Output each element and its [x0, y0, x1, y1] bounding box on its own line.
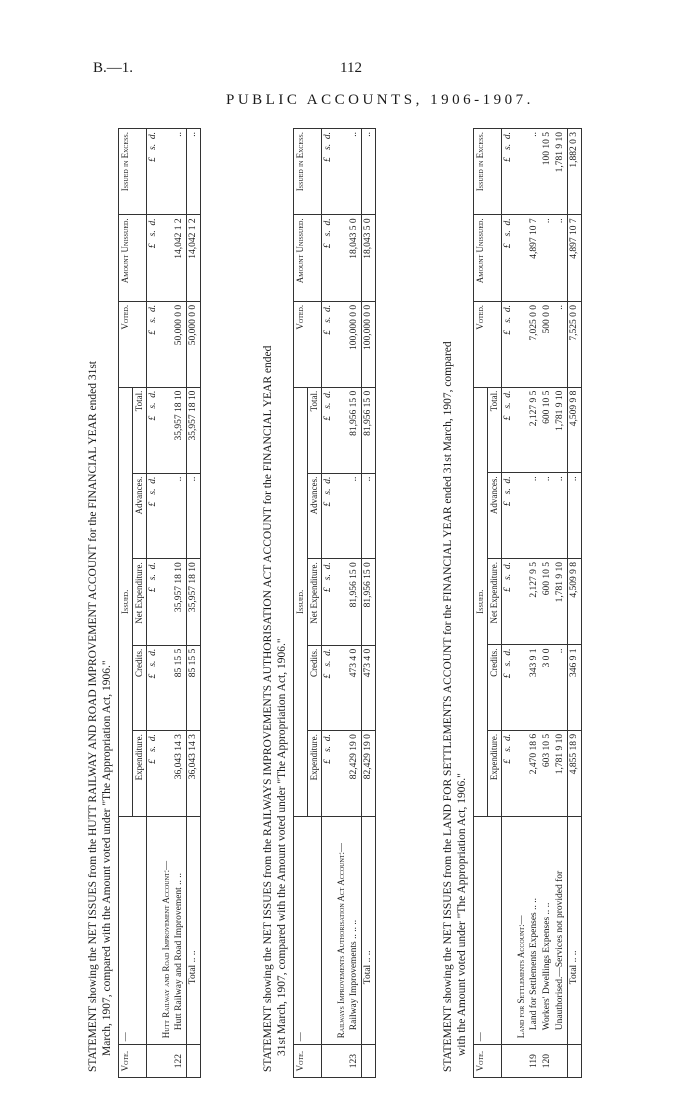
cell-total: 35,957 18 10 [173, 387, 187, 473]
empty-cell [335, 387, 348, 473]
units-vote-cell [147, 1045, 161, 1078]
accounts-table [473, 128, 582, 1078]
col-advances: Advances. [133, 473, 147, 559]
cell-excess: 1,781 9 10 [554, 129, 568, 215]
row-description: Railway Improvements .. .. .. [348, 816, 362, 1044]
col-voted: Voted. [119, 301, 147, 387]
total-excess: .. [187, 129, 201, 215]
units-cell: £ s. d. [502, 387, 516, 473]
table-row [173, 129, 187, 1078]
row-description: Unauthorised.—Services not provided for [554, 816, 568, 1044]
vote-cell [187, 1045, 201, 1078]
document-reference: B.—1. [93, 60, 134, 76]
page-title: PUBLIC ACCOUNTS, 1906-1907. [226, 92, 534, 108]
cell-net: 35,957 18 10 [173, 559, 187, 645]
units-cell: £ s. d. [147, 645, 161, 730]
col-total: Total. [488, 387, 502, 473]
col-description: — [294, 816, 322, 1044]
account-heading-row [335, 129, 348, 1078]
empty-cell [515, 473, 528, 559]
empty-cell [335, 473, 348, 559]
total-adv: .. [568, 473, 582, 559]
account-heading-row [160, 129, 173, 1078]
cell-total: 1,781 9 10 [554, 387, 568, 473]
statement-line-1: STATEMENT showing the NET ISSUES from the HUTT RAILWAY AND ROAD IMPROVEMENT ACCOUNT for the FINANCIAL YEAR ended 31st [87, 360, 99, 1072]
header-row [294, 129, 308, 1078]
empty-cell [160, 731, 173, 817]
units-desc-cell [147, 816, 161, 1044]
total-voted: 100,000 0 0 [362, 301, 376, 387]
statement-line-1: STATEMENT showing the NET ISSUES from the LAND FOR SETTLEMENTS ACCOUNT for the FINANCIAL YEAR ended 31st March, 1907, compared [442, 341, 454, 1072]
units-cell: £ s. d. [147, 301, 161, 387]
units-cell: £ s. d. [502, 645, 516, 730]
table-row [554, 129, 568, 1078]
total-row [362, 129, 376, 1078]
total-exp: 82,429 19 0 [362, 731, 376, 817]
total-total: 35,957 18 10 [187, 387, 201, 473]
cell-unissued: 4,897 10 7 [528, 215, 541, 302]
total-net: 35,957 18 10 [187, 559, 201, 645]
col-expenditure: Expenditure. [488, 730, 502, 816]
col-issued: Issued. [294, 387, 308, 816]
units-cell: £ s. d. [502, 129, 516, 215]
cell-net: 600 10 5 [541, 559, 554, 645]
col-unissued: Amount Unissued. [119, 215, 147, 302]
units-cell: £ s. d. [502, 215, 516, 302]
total-total: 4,509 9 8 [568, 387, 582, 473]
cell-exp: 1,781 9 10 [554, 730, 568, 816]
total-net: 81,956 15 0 [362, 559, 376, 645]
total-excess: .. [362, 129, 376, 215]
col-description: — [119, 816, 147, 1044]
cell-adv: .. [173, 473, 187, 559]
units-cell: £ s. d. [147, 731, 161, 817]
empty-cell [160, 387, 173, 473]
units-cell: £ s. d. [147, 473, 161, 559]
empty-cell [335, 559, 348, 645]
units-vote-cell [502, 1045, 516, 1078]
col-net-expenditure: Net Expenditure. [133, 559, 147, 645]
total-unissued: 4,897 10 7 [568, 215, 582, 302]
cell-cred: 473 4 0 [348, 645, 362, 730]
cell-unissued: 18,043 5 0 [348, 215, 362, 302]
account-heading: Land for Settlements Account:— [515, 816, 528, 1044]
units-cell: £ s. d. [322, 731, 336, 817]
vote-number: 123 [348, 1045, 362, 1078]
col-vote: Vote. [294, 1045, 322, 1078]
total-unissued: 14,042 1 2 [187, 215, 201, 302]
units-cell: £ s. d. [147, 129, 161, 215]
empty-cell [515, 301, 528, 387]
cell-adv: .. [348, 473, 362, 559]
cell-cred: .. [554, 645, 568, 730]
cell-exp: 603 10 5 [541, 730, 554, 816]
col-vote: Vote. [474, 1045, 502, 1078]
col-credits: Credits. [308, 645, 322, 730]
cell-cred: 3 0 0 [541, 645, 554, 730]
col-credits: Credits. [488, 645, 502, 730]
units-row [322, 129, 336, 1078]
empty-cell [335, 301, 348, 387]
units-cell: £ s. d. [502, 301, 516, 387]
total-adv: .. [362, 473, 376, 559]
units-cell: £ s. d. [322, 215, 336, 302]
total-voted: 50,000 0 0 [187, 301, 201, 387]
total-row [568, 129, 582, 1078]
cell-adv: .. [541, 473, 554, 559]
vote-number: 122 [173, 1045, 187, 1078]
vote-cell [160, 1045, 173, 1078]
units-cell: £ s. d. [322, 473, 336, 559]
cell-total: 600 10 5 [541, 387, 554, 473]
table-row [348, 129, 362, 1078]
units-row [147, 129, 161, 1078]
col-total: Total. [133, 387, 147, 473]
cell-net: 2,127 9 5 [528, 559, 541, 645]
vote-cell [568, 1045, 582, 1078]
statement-land-for-settlements [441, 118, 582, 1078]
empty-cell [335, 645, 348, 730]
accounts-table [293, 128, 376, 1078]
total-unissued: 18,043 5 0 [362, 215, 376, 302]
cell-cred: 343 9 1 [528, 645, 541, 730]
statement-line-2: March, 1907, compared with the Amount voted under "The Appropriation Act, 1906." [101, 660, 113, 1056]
cell-exp: 82,429 19 0 [348, 731, 362, 817]
units-row [502, 129, 516, 1078]
table-row [528, 129, 541, 1078]
empty-cell [335, 731, 348, 817]
col-total: Total. [308, 387, 322, 473]
cell-total: 2,127 9 5 [528, 387, 541, 473]
col-advances: Advances. [308, 473, 322, 559]
empty-cell [160, 215, 173, 302]
col-expenditure: Expenditure. [133, 731, 147, 817]
row-description: Hutt Railway and Road Improvement .. .. [173, 816, 187, 1044]
empty-cell [335, 215, 348, 302]
vote-number: 119 [528, 1045, 541, 1078]
empty-cell [335, 129, 348, 215]
empty-cell [160, 473, 173, 559]
cell-voted: 100,000 0 0 [348, 301, 362, 387]
col-issued: Issued. [119, 387, 133, 816]
col-unissued: Amount Unissued. [474, 215, 502, 302]
total-label: Total .. .. [362, 816, 376, 1044]
total-cred: 85 15 5 [187, 645, 201, 730]
cell-voted: 500 0 0 [541, 301, 554, 387]
cell-unissued: 14,042 1 2 [173, 215, 187, 302]
units-cell: £ s. d. [322, 129, 336, 215]
total-label: Total .. .. [568, 816, 582, 1044]
vote-number [554, 1045, 568, 1078]
statement-heading [261, 118, 289, 1078]
table-row [541, 129, 554, 1078]
account-heading: Railways Improvements Authorisation Act Account:— [335, 816, 348, 1044]
total-voted: 7,525 0 0 [568, 301, 582, 387]
accounts-table [118, 128, 201, 1078]
col-description: — [474, 816, 502, 1044]
col-net-expenditure: Net Expenditure. [488, 559, 502, 645]
empty-cell [515, 129, 528, 215]
col-excess: Issued in Excess. [474, 129, 502, 215]
cell-unissued: .. [554, 215, 568, 302]
col-excess: Issued in Excess. [119, 129, 147, 215]
units-desc-cell [322, 816, 336, 1044]
units-cell: £ s. d. [322, 301, 336, 387]
empty-cell [515, 730, 528, 816]
col-net-expenditure: Net Expenditure. [308, 559, 322, 645]
units-cell: £ s. d. [322, 645, 336, 730]
statement-line-2: with the Amount voted under "The Appropriation Act, 1906." [456, 773, 468, 1056]
total-label: Total .. .. [187, 816, 201, 1044]
rotated-content [86, 118, 616, 1078]
cell-excess: .. [348, 129, 362, 215]
col-voted: Voted. [474, 301, 502, 387]
cell-voted: 50,000 0 0 [173, 301, 187, 387]
col-excess: Issued in Excess. [294, 129, 322, 215]
statement-railways-improvements [261, 118, 376, 1078]
total-cred: 346 9 1 [568, 645, 582, 730]
total-net: 4,509 9 8 [568, 559, 582, 645]
empty-cell [515, 645, 528, 730]
units-desc-cell [502, 816, 516, 1044]
vote-cell [362, 1045, 376, 1078]
statement-line-1: STATEMENT showing the NET ISSUES from the RAILWAYS IMPROVEMENTS AUTHORISATION ACT ACCOUNT for the FINANCIAL YEAR ended [262, 345, 274, 1072]
total-exp: 36,043 14 3 [187, 731, 201, 817]
col-issued: Issued. [474, 387, 488, 816]
cell-net: 1,781 9 10 [554, 559, 568, 645]
units-cell: £ s. d. [147, 215, 161, 302]
empty-cell [515, 387, 528, 473]
empty-cell [160, 129, 173, 215]
total-excess: 1,882 0 3 [568, 129, 582, 215]
cell-excess: .. [173, 129, 187, 215]
cell-adv: .. [528, 473, 541, 559]
cell-adv: .. [554, 473, 568, 559]
units-cell: £ s. d. [322, 559, 336, 645]
cell-voted: .. [554, 301, 568, 387]
empty-cell [160, 559, 173, 645]
cell-excess: .. [528, 129, 541, 215]
units-cell: £ s. d. [147, 387, 161, 473]
header-row [119, 129, 133, 1078]
col-vote: Vote. [119, 1045, 147, 1078]
cell-exp: 2,470 18 6 [528, 730, 541, 816]
cell-total: 81,956 15 0 [348, 387, 362, 473]
total-row [187, 129, 201, 1078]
row-description: Land for Settlements Expenses .. .. [528, 816, 541, 1044]
col-voted: Voted. [294, 301, 322, 387]
col-advances: Advances. [488, 473, 502, 559]
units-cell: £ s. d. [147, 559, 161, 645]
vote-cell [515, 1045, 528, 1078]
cell-voted: 7,025 0 0 [528, 301, 541, 387]
units-cell: £ s. d. [502, 559, 516, 645]
col-credits: Credits. [133, 645, 147, 730]
header-row [474, 129, 488, 1078]
vote-number: 120 [541, 1045, 554, 1078]
units-cell: £ s. d. [502, 730, 516, 816]
empty-cell [160, 645, 173, 730]
statement-line-2: 31st March, 1907, compared with the Amount voted under "The Appropriation Act, 1906." [276, 638, 288, 1056]
empty-cell [515, 215, 528, 302]
cell-excess: 100 10 5 [541, 129, 554, 215]
cell-unissued: .. [541, 215, 554, 302]
units-cell: £ s. d. [322, 387, 336, 473]
cell-cred: 85 15 5 [173, 645, 187, 730]
total-adv: .. [187, 473, 201, 559]
units-vote-cell [322, 1045, 336, 1078]
total-exp: 4,855 18 9 [568, 730, 582, 816]
units-cell: £ s. d. [502, 473, 516, 559]
account-heading-row [515, 129, 528, 1078]
statement-heading [441, 118, 469, 1078]
row-description: Workers' Dwellings Expenses .. .. [541, 816, 554, 1044]
account-heading: Hutt Railway and Road Improvement Account:— [160, 816, 173, 1044]
statement-hutt-railway [86, 118, 201, 1078]
total-cred: 473 4 0 [362, 645, 376, 730]
empty-cell [515, 559, 528, 645]
col-unissued: Amount Unissued. [294, 215, 322, 302]
page-header [0, 58, 700, 108]
page-number: 112 [340, 60, 362, 76]
empty-cell [160, 301, 173, 387]
col-expenditure: Expenditure. [308, 731, 322, 817]
statement-heading [86, 118, 114, 1078]
vote-cell [335, 1045, 348, 1078]
cell-net: 81,956 15 0 [348, 559, 362, 645]
total-total: 81,956 15 0 [362, 387, 376, 473]
cell-exp: 36,043 14 3 [173, 731, 187, 817]
